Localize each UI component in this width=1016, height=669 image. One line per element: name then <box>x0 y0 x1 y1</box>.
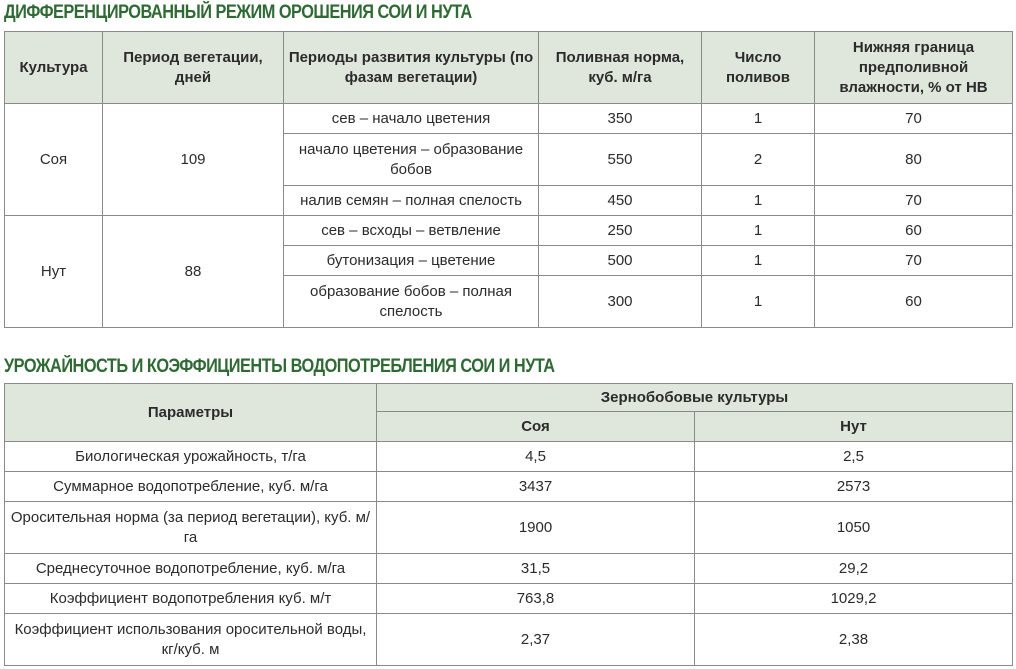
soy-value-cell: 1900 <box>377 502 695 554</box>
table-row <box>5 502 1013 554</box>
norm-cell: 300 <box>539 276 702 328</box>
header-parameters: Параметры <box>5 384 377 442</box>
header-row <box>5 32 1013 104</box>
header-crop: Культура <box>5 32 103 104</box>
header-soy: Соя <box>377 412 695 442</box>
header-chickpea: Нут <box>695 412 1013 442</box>
soy-value-cell: 3437 <box>377 472 695 502</box>
irrigation-table-title: ДИФФЕРЕНЦИРОВАННЫЙ РЕЖИМ ОРОШЕНИЯ СОИ И НУТА <box>4 2 472 23</box>
count-cell: 1 <box>702 216 815 246</box>
count-cell: 1 <box>702 104 815 134</box>
chickpea-value-cell: 1029,2 <box>695 584 1013 614</box>
count-cell: 1 <box>702 276 815 328</box>
header-development-phases: Периоды развития культуры (по фазам вегетации) <box>284 32 539 104</box>
soy-value-cell: 763,8 <box>377 584 695 614</box>
parameter-cell: Среднесуточное водопотребление, куб. м/га <box>5 554 377 584</box>
header-vegetation-period: Период вегетации, дней <box>103 32 284 104</box>
table-row <box>5 584 1013 614</box>
count-cell: 2 <box>702 134 815 186</box>
phase-cell: начало цветения – образование бобов <box>284 134 539 186</box>
soy-value-cell: 2,37 <box>377 614 695 666</box>
parameter-cell: Оросительная норма (за период вегетации), куб. м/га <box>5 502 377 554</box>
table-row <box>5 442 1013 472</box>
period-cell: 88 <box>103 216 284 328</box>
moisture-cell: 70 <box>815 186 1013 216</box>
header-irrigation-norm: Поливная норма, куб. м/га <box>539 32 702 104</box>
period-cell: 109 <box>103 104 284 216</box>
parameter-cell: Коэффициент использования оросительной воды, кг/куб. м <box>5 614 377 666</box>
yield-table <box>4 383 1013 666</box>
count-cell: 1 <box>702 186 815 216</box>
norm-cell: 500 <box>539 246 702 276</box>
phase-cell: сев – начало цветения <box>284 104 539 134</box>
moisture-cell: 70 <box>815 246 1013 276</box>
table-row <box>5 216 1013 246</box>
phase-cell: налив семян – полная спелость <box>284 186 539 216</box>
norm-cell: 250 <box>539 216 702 246</box>
header-irrigation-count: Число поливов <box>702 32 815 104</box>
norm-cell: 550 <box>539 134 702 186</box>
norm-cell: 350 <box>539 104 702 134</box>
header-legume-crops: Зернобобовые культуры <box>377 384 1013 412</box>
parameter-cell: Коэффициент водопотребления куб. м/т <box>5 584 377 614</box>
chickpea-value-cell: 2573 <box>695 472 1013 502</box>
crop-cell: Соя <box>5 104 103 216</box>
table-row <box>5 472 1013 502</box>
soy-value-cell: 4,5 <box>377 442 695 472</box>
count-cell: 1 <box>702 246 815 276</box>
table-row <box>5 614 1013 666</box>
phase-cell: бутонизация – цветение <box>284 246 539 276</box>
yield-table-title: УРОЖАЙНОСТЬ И КОЭФФИЦИЕНТЫ ВОДОПОТРЕБЛЕНИЯ СОИ И НУТА <box>4 356 555 377</box>
irrigation-table <box>4 31 1013 328</box>
soy-value-cell: 31,5 <box>377 554 695 584</box>
header-row <box>5 384 1013 412</box>
parameter-cell: Биологическая урожайность, т/га <box>5 442 377 472</box>
norm-cell: 450 <box>539 186 702 216</box>
crop-cell: Нут <box>5 216 103 328</box>
moisture-cell: 60 <box>815 276 1013 328</box>
chickpea-value-cell: 29,2 <box>695 554 1013 584</box>
moisture-cell: 60 <box>815 216 1013 246</box>
moisture-cell: 70 <box>815 104 1013 134</box>
phase-cell: сев – всходы – ветвление <box>284 216 539 246</box>
moisture-cell: 80 <box>815 134 1013 186</box>
chickpea-value-cell: 2,38 <box>695 614 1013 666</box>
parameter-cell: Суммарное водопотребление, куб. м/га <box>5 472 377 502</box>
header-moisture-limit: Нижняя граница предполивной влажности, % от НВ <box>815 32 1013 104</box>
table-row <box>5 554 1013 584</box>
phase-cell: образование бобов – полная спелость <box>284 276 539 328</box>
table-row <box>5 104 1013 134</box>
chickpea-value-cell: 1050 <box>695 502 1013 554</box>
chickpea-value-cell: 2,5 <box>695 442 1013 472</box>
